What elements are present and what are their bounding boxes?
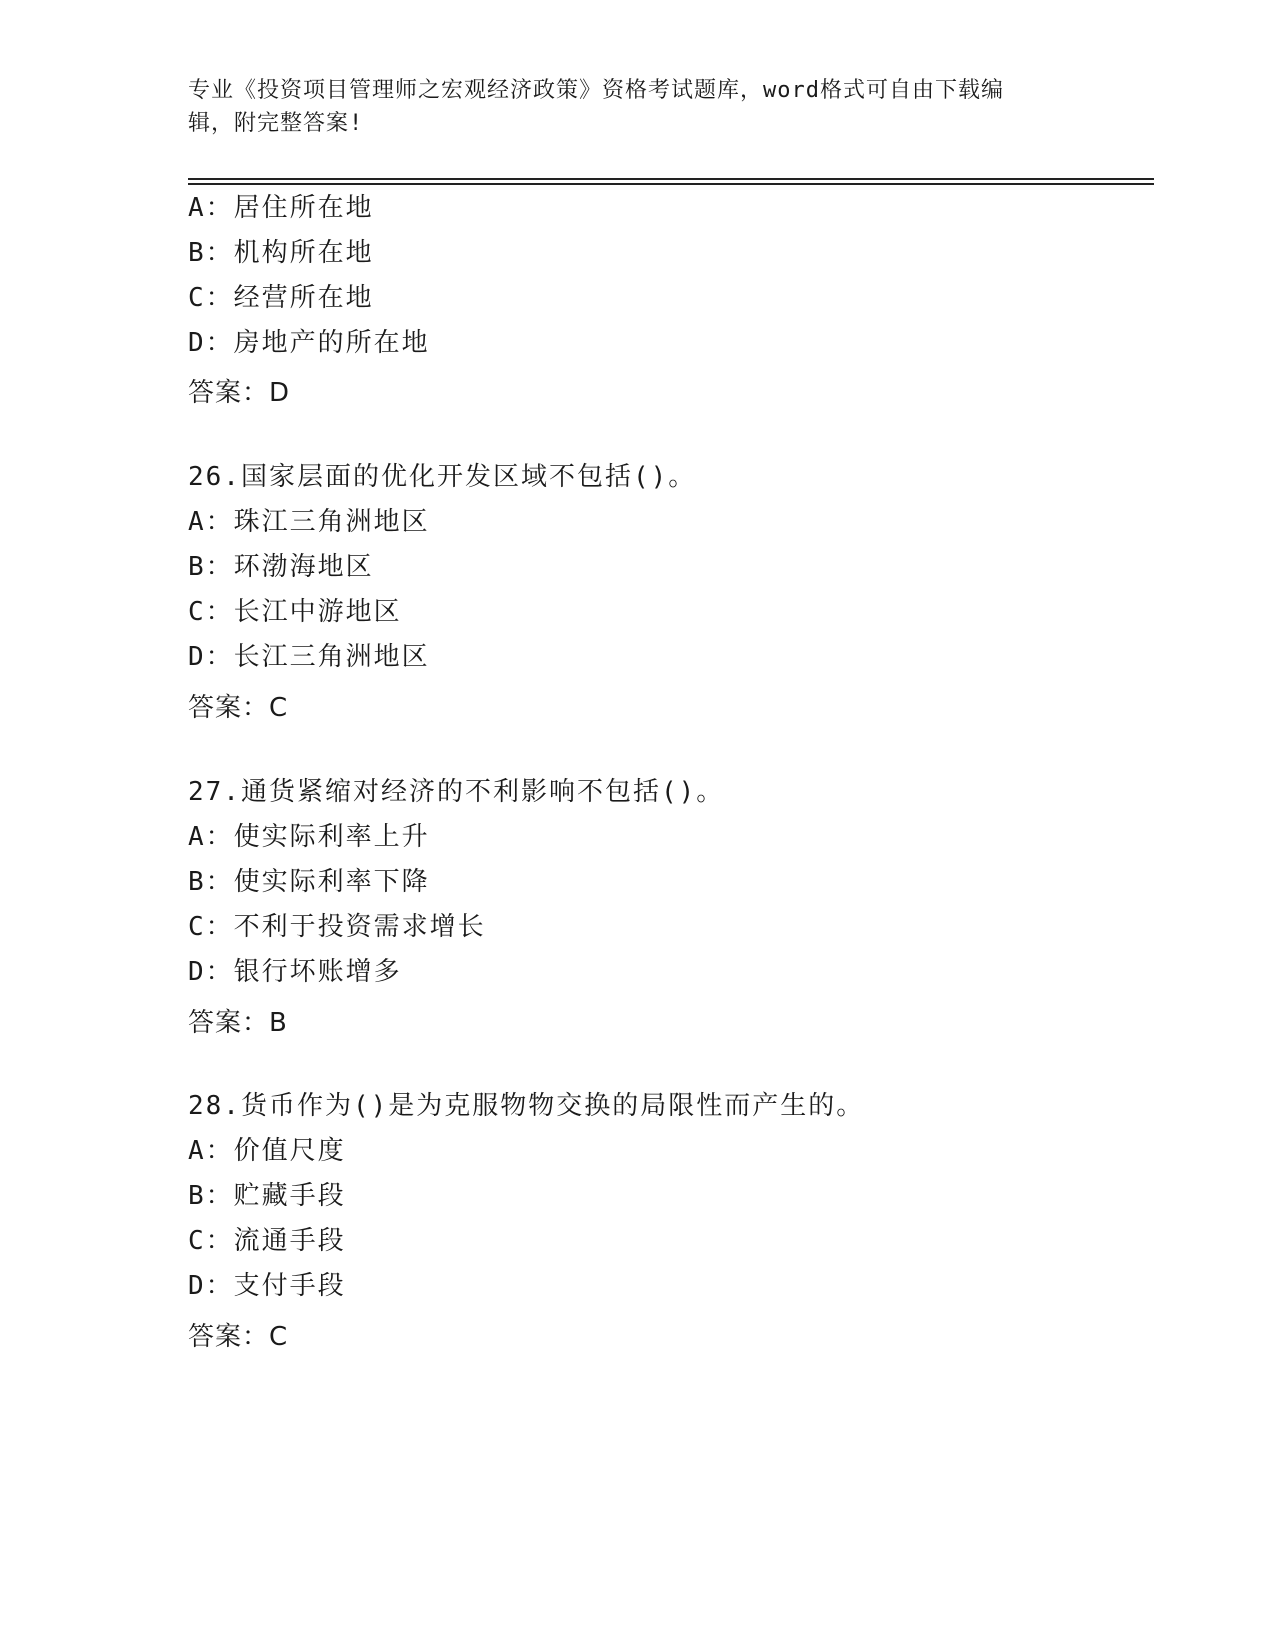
answer: 答案：B <box>188 1008 288 1038</box>
question-text: 26.国家层面的优化开发区域不包括()。 <box>188 462 697 492</box>
answer: 答案：C <box>188 693 289 723</box>
option-b: B：机构所在地 <box>188 238 374 268</box>
option-b: B：贮藏手段 <box>188 1181 346 1211</box>
question-text: 27.通货紧缩对经济的不利影响不包括()。 <box>188 777 725 807</box>
answer: 答案：D <box>188 378 291 408</box>
option-c: C：长江中游地区 <box>188 597 402 627</box>
option-a: A：价值尺度 <box>188 1136 346 1166</box>
header-rule-top <box>188 178 1154 180</box>
option-b: B：使实际利率下降 <box>188 867 430 897</box>
option-a: A：珠江三角洲地区 <box>188 507 430 537</box>
header-line-2: 辑，附完整答案! <box>188 111 364 136</box>
option-d: D：长江三角洲地区 <box>188 642 430 672</box>
option-c: C：经营所在地 <box>188 283 374 313</box>
header-line-1: 专业《投资项目管理师之宏观经济政策》资格考试题库，word格式可自由下载编 <box>188 78 1004 103</box>
option-c: C：不利于投资需求增长 <box>188 912 486 942</box>
option-a: A：居住所在地 <box>188 193 374 223</box>
option-d: D：支付手段 <box>188 1271 346 1301</box>
document-header <box>188 74 1088 140</box>
answer: 答案：C <box>188 1322 289 1352</box>
option-c: C：流通手段 <box>188 1226 346 1256</box>
header-rule-bottom <box>188 183 1154 185</box>
option-d: D：房地产的所在地 <box>188 328 430 358</box>
option-a: A：使实际利率上升 <box>188 822 430 852</box>
option-d: D：银行坏账增多 <box>188 957 402 987</box>
question-text: 28.货币作为()是为克服物物交换的局限性而产生的。 <box>188 1091 865 1121</box>
option-b: B：环渤海地区 <box>188 552 374 582</box>
